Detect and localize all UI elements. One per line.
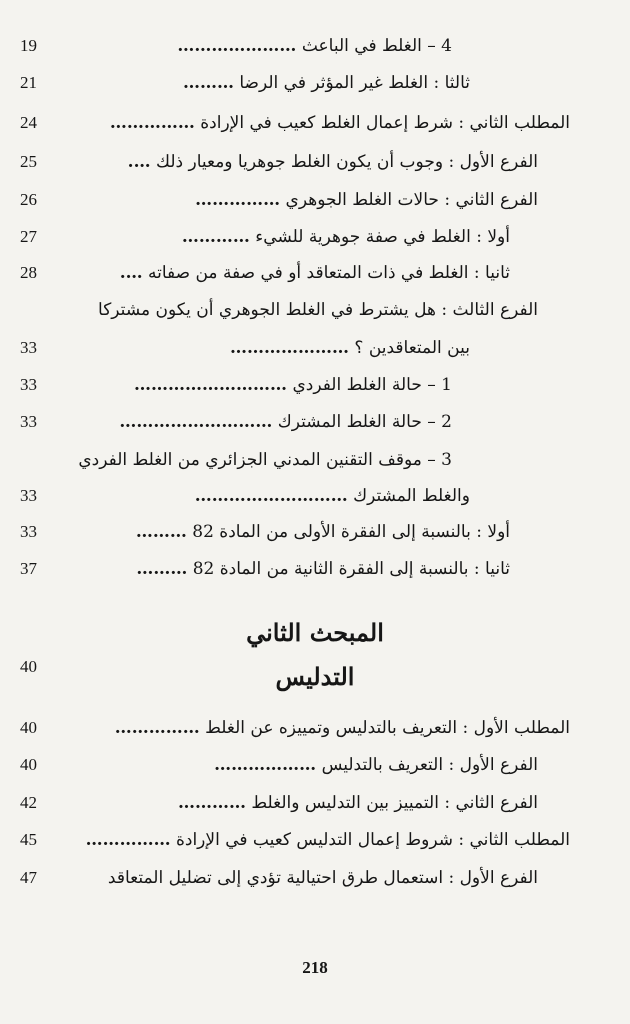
toc-entry-text: أولا : الغلط في صفة جوهرية للشيء [255, 227, 510, 247]
toc-page-number: 33 [20, 375, 37, 394]
toc-leader-dots: …………… [195, 190, 281, 210]
toc-leader-dots: …………… [114, 718, 200, 738]
toc-entry [0, 106, 630, 140]
toc-page-number: 33 [20, 486, 37, 505]
toc-page-number: 19 [20, 36, 37, 55]
toc-leader-dots: …. [119, 263, 143, 283]
toc-entry [0, 256, 630, 290]
toc-page-number: 26 [20, 190, 37, 209]
toc-page-number: 40 [20, 755, 37, 774]
toc-entry-text: ثالثا : الغلط غير المؤثر في الرضا [239, 73, 470, 93]
toc-page-number: 40 [20, 718, 37, 737]
toc-entry [0, 331, 630, 365]
section-title: المبحث الثاني [246, 618, 384, 647]
toc-entry-text: والغلط المشترك [353, 486, 470, 506]
toc-page-number: 42 [20, 793, 37, 812]
toc-page-number: 33 [20, 522, 37, 541]
toc-entry [0, 711, 630, 745]
toc-entry-text: ثانيا : الغلط في ذات المتعاقد أو في صفة من صفاته [148, 263, 510, 283]
toc-leader-dots: ……………………… [194, 486, 348, 506]
toc-page-number: 37 [20, 559, 37, 578]
toc-leader-dots: ………………… [177, 36, 297, 56]
toc-entry [0, 293, 630, 327]
toc-leader-dots: ……… [135, 522, 187, 542]
toc-entry [0, 552, 630, 586]
toc-page-number: 28 [20, 263, 37, 282]
toc-entry [0, 29, 630, 63]
toc-entry [0, 368, 630, 402]
toc-entry-text: الفرع الأول : وجوب أن يكون الغلط جوهريا ومعيار ذلك [156, 152, 538, 172]
toc-leader-dots: ……………………… [119, 412, 273, 432]
section-page-number: 40 [20, 657, 37, 676]
toc-leader-dots: ………………… [229, 338, 349, 358]
section-subtitle: التدليس [275, 662, 355, 691]
toc-page-number: 33 [20, 412, 37, 431]
toc-entry-text: الفرع الثاني : التمييز بين التدليس والغلط [251, 793, 538, 813]
toc-entry [0, 66, 630, 100]
toc-leader-dots: …………… [85, 830, 171, 850]
toc-entry [0, 861, 630, 895]
toc-page-number: 24 [20, 113, 37, 132]
toc-entry [0, 183, 630, 217]
toc-entry-text: المطلب الأول : التعريف بالتدليس وتمييزه عن الغلط [205, 718, 570, 738]
toc-entry-text: الفرع الثالث : هل يشترط في الغلط الجوهري أن يكون مشتركا [98, 300, 538, 320]
toc-leader-dots: …………… [109, 113, 195, 133]
toc-entry-text: بين المتعاقدين ؟ [354, 338, 470, 358]
toc-entry [0, 515, 630, 549]
toc-page-number: 45 [20, 830, 37, 849]
toc-leader-dots: ……… [136, 559, 188, 579]
toc-entry-text: الفرع الثاني : حالات الغلط الجوهري [285, 190, 538, 210]
toc-entry-text: المطلب الثاني : شروط إعمال التدليس كعيب في الإرادة [175, 830, 570, 850]
toc-entry [0, 145, 630, 179]
toc-entry-text: المطلب الثاني : شرط إعمال الغلط كعيب في الإرادة [200, 113, 570, 133]
toc-leader-dots: ……………… [214, 755, 317, 775]
toc-entry-text: الفرع الأول : استعمال طرق احتيالية تؤدي إلى تضليل المتعاقد [107, 868, 538, 888]
toc-page-number: 47 [20, 868, 37, 887]
toc-entry-text: ثانيا : بالنسبة إلى الفقرة الثانية من المادة 82 [192, 559, 510, 579]
toc-leader-dots: ……………………… [134, 375, 288, 395]
toc-entry [0, 786, 630, 820]
toc-leader-dots: ………… [177, 793, 246, 813]
toc-entry [0, 405, 630, 439]
toc-entry [0, 748, 630, 782]
toc-entry-text: الفرع الأول : التعريف بالتدليس [321, 755, 538, 775]
toc-page-number: 25 [20, 152, 37, 171]
toc-leader-dots: …. [127, 152, 151, 172]
toc-page-number: 21 [20, 73, 37, 92]
toc-entry-text: 3 – موقف التقنين المدني الجزائري من الغلط الفردي [78, 450, 452, 470]
toc-entry-text: 2 – حالة الغلط المشترك [277, 412, 452, 432]
toc-entry [0, 220, 630, 254]
toc-entry [0, 443, 630, 477]
toc-entry-text: 4 – الغلط في الباعث [301, 36, 452, 56]
toc-entry [0, 479, 630, 513]
toc-leader-dots: ………… [181, 227, 250, 247]
footer-page-number: 218 [302, 958, 328, 977]
toc-entry [0, 823, 630, 857]
toc-entry-text: أولا : بالنسبة إلى الفقرة الأولى من المادة 82 [192, 522, 510, 542]
toc-page-number: 33 [20, 338, 37, 357]
toc-page-number: 27 [20, 227, 37, 246]
toc-leader-dots: ……… [182, 73, 234, 93]
toc-entry-text: 1 – حالة الغلط الفردي [292, 375, 452, 395]
